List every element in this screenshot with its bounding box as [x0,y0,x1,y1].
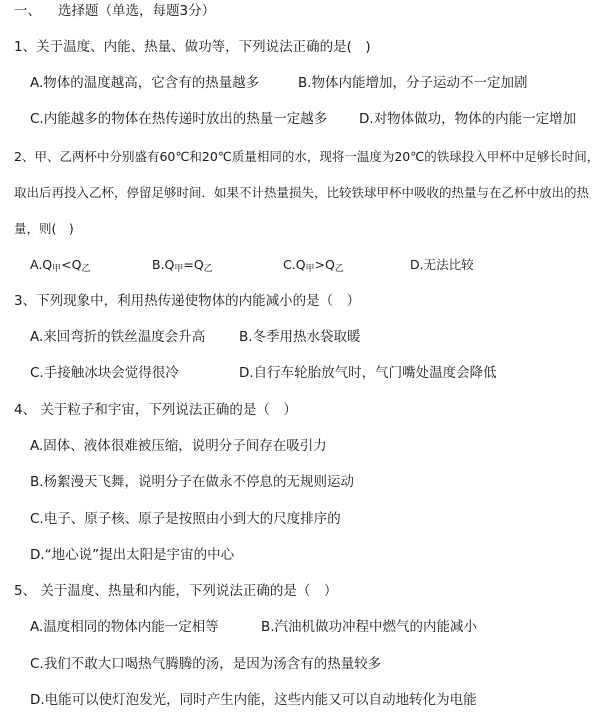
section-number: 一、 [14,3,41,19]
question-2-option-c [283,256,344,278]
question-4-option-a: A.固体、液体很难被压缩，说明分子间存在吸引力 [30,438,327,454]
subscript: 乙 [203,264,213,274]
question-3-option-a: A.来回弯折的铁丝温度会升高 [30,329,206,345]
subscript: 甲 [305,264,315,274]
question-5-option-b: B.汽油机做功冲程中燃气的内能减小 [261,619,478,635]
option-text: C.Q [283,257,306,272]
question-4-option-d: D.“地心说”提出太阳是宇宙的中心 [30,547,235,563]
subscript: 乙 [81,264,91,274]
question-2-option-d [410,256,474,274]
subscript: 甲 [52,264,62,274]
option-text: A.Q [30,257,53,272]
question-1-option-c: C.内能越多的物体在热传递时放出的热量一定越多 [30,111,328,127]
option-text: B.Q [152,257,175,272]
question-5-option-c: C.我们不敢大口喝热气腾腾的汤，是因为汤含有的热量较多 [30,656,382,672]
question-4-option-c: C.电子、原子核、原子是按照由小到大的尺度排序的 [30,511,341,527]
option-text: <Q [61,257,82,272]
question-1-stem: 1、关于温度、内能、热量、做功等，下列说法正确的是( ) [14,39,371,55]
question-3-option-d: D.自行车轮胎放气时，气门嘴处温度会降低 [239,365,497,381]
subscript: 乙 [334,264,344,274]
question-2-option-b [152,256,213,278]
question-4-stem: 4、 关于粒子和宇宙，下列说法正确的是（ ） [14,402,297,418]
option-text: >Q [314,257,335,272]
question-1-option-b: B.物体内能增加，分子运动不一定加剧 [298,75,528,91]
question-2-stem-line-3: 量，则( ) [14,221,74,236]
question-3-option-b: B.冬季用热水袋取暖 [239,329,361,345]
option-text: =Q [183,257,204,272]
section-title: 选择题（单选，每题3分） [58,3,216,19]
question-5-option-a: A.温度相同的物体内能一定相等 [30,619,219,635]
question-3-option-c: C.手接触冰块会觉得很冷 [30,365,179,381]
question-4-option-b: B.杨絮漫天飞舞，说明分子在做永不停息的无规则运动 [30,474,355,490]
question-5-option-d: D.电能可以使灯泡发光，同时产生内能，这些内能又可以自动地转化为电能 [30,692,477,708]
subscript: 甲 [174,264,184,274]
question-2-stem-line-1: 2、甲、乙两杯中分别盛有60℃和20℃质量相同的水，现将一温度为20℃的铁球投入甲杯中足够长时间， [14,149,600,164]
question-2-option-a [30,256,91,278]
question-5-stem: 5、 关于温度、热量和内能，下列说法正确的是（ ） [14,583,338,599]
option-text: D.无法比较 [410,257,474,272]
question-2-stem-line-2: 取出后再投入乙杯，停留足够时间．如果不计热量损失，比较铁球甲杯中吸收的热量与在乙杯中放出的热 [14,185,590,200]
question-1-option-a: A.物体的温度越高，它含有的热量越多 [30,75,260,91]
question-1-option-d: D.对物体做功，物体的内能一定增加 [359,111,577,127]
question-3-stem: 3、下列现象中，利用热传递使物体的内能减小的是（ ） [14,293,361,309]
